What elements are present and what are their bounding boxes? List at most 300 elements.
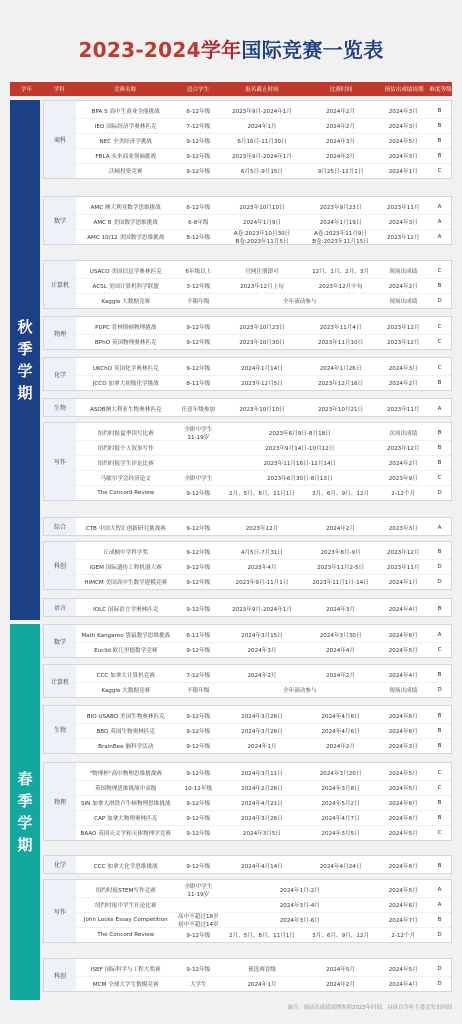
table-row [76, 293, 451, 308]
table-row [76, 765, 451, 781]
competition-date-cell: 3月、6月、9月、12月 [312, 932, 370, 939]
grade-cell: 6-12年级 [186, 204, 211, 211]
competition-date-cell: 12月、1月、2月、3月 [312, 268, 370, 275]
table-row [76, 927, 451, 942]
competition-date-cell: 2024年2月 [326, 153, 356, 160]
competition-name: Math Kangaroo 袋鼠数学思维挑战 [81, 632, 171, 639]
table-row [76, 334, 451, 349]
subject-label: 化学 [44, 358, 76, 390]
table-row [76, 976, 451, 991]
grade-cell: 6-11年级 [186, 632, 211, 639]
subject-group [43, 762, 452, 841]
competition-name: USACO 美国信息学奥林匹克 [89, 268, 162, 275]
competition-date-cell: 2024年3月30日 [319, 632, 362, 639]
subject-label: 科创 [44, 542, 76, 589]
level-cell: C [437, 167, 442, 174]
grade-cell: 9-12年级 [186, 966, 211, 973]
registration-cell: 2023年9月14日-10月12日 [265, 445, 335, 452]
competition-date-cell: 9月25日-12月1日 [317, 168, 364, 175]
result-cell: 2024年2月 [388, 380, 418, 387]
season-char: 学 [17, 362, 33, 380]
registration-cell: 2023年12月上旬 [240, 283, 284, 290]
registration-cell: 2024年3月26日 [241, 713, 283, 720]
level-cell: A [437, 524, 442, 531]
subject-label: 化学 [44, 856, 76, 873]
grade-cell: 9-12年级 [186, 800, 211, 807]
competition-date-cell: A卷:2023年11月9日 B卷:2023年11月15日 [312, 230, 369, 245]
competition-name: NEC 全美经济学挑战 [99, 138, 153, 145]
competition-date-cell: 2024年4月7日 [321, 815, 360, 822]
result-cell: 2023年12月 [386, 324, 420, 331]
competition-date-cell: 2024年3月 [326, 606, 356, 613]
level-cell: A [437, 886, 442, 893]
result-cell: 2024年3月 [388, 108, 418, 115]
registration-cell: 2023年9月-2024年1月 [232, 108, 292, 115]
grade-cell: 任意年级参加 [181, 406, 216, 413]
grade-cell: 9-12年级 [186, 525, 211, 532]
registration-cell: 2023年10月30日 [239, 339, 285, 346]
grade-cell: 9-12年级 [186, 365, 211, 372]
grade-cell: 9-12年级 [186, 138, 211, 145]
competition-date-cell: 2024年2月 [326, 525, 356, 532]
competition-date-cell: 2023年11月4日 [319, 324, 362, 331]
competition-date-cell: 2024年2月 [326, 981, 356, 988]
grade-cell: 9-12年级 [186, 606, 211, 613]
registration-cell: 2024年1月 [247, 123, 277, 130]
result-cell: 2024年1月 [388, 168, 418, 175]
result-cell: 2024年6月 [388, 728, 418, 735]
competition-name: MCM 全球大学生数模竞赛 [92, 981, 159, 988]
table-row [76, 642, 451, 657]
result-cell: 2024年5月 [388, 138, 418, 145]
result-cell: 2024年3月 [388, 153, 418, 160]
level-cell: B [437, 379, 442, 386]
subject-label: 计算机 [44, 261, 76, 308]
result-cell: 2024年3月 [388, 743, 418, 750]
season-char: 季 [17, 340, 33, 358]
competition-name: Kaggle 大数据竞赛 [101, 687, 151, 694]
level-cell: C [437, 769, 442, 776]
competition-date-cell: 2023年12月中旬 [318, 283, 363, 290]
grade-cell: 8-12年级 [186, 234, 211, 241]
level-cell: A [437, 203, 442, 210]
competition-name: CAP 加拿大物理奥林匹克 [94, 815, 158, 822]
registration-cell: 2023年9月-2024年1月 [232, 606, 292, 613]
grade-cell: 9-12年级 [186, 770, 211, 777]
competition-date-cell: 2023年8月-9月 [320, 549, 361, 556]
result-cell: 2023年11月 [386, 406, 420, 413]
result-cell: 2023年12月 [386, 339, 420, 346]
registration-cell: 2024年3月-6月 [279, 917, 320, 924]
season-char: 学 [17, 814, 33, 832]
result-cell: 2024年5月 [388, 770, 418, 777]
registration-cell: 2023年9月-11月1日 [235, 579, 289, 586]
table-header [10, 82, 452, 96]
header-comp: 比赛时间 [329, 87, 353, 93]
table-row [76, 163, 451, 178]
result-cell: 次周出成绩 [389, 430, 418, 437]
level-cell: A [437, 233, 442, 240]
level-cell: C [437, 784, 442, 791]
result-cell: 2-12个月 [391, 490, 416, 497]
season-char: 期 [17, 384, 33, 402]
level-cell: A [437, 901, 442, 908]
grade-cell: 大学生 [189, 981, 207, 988]
registration-cell: 2024年3月-4月 [279, 902, 320, 909]
table-row [76, 118, 451, 134]
subject-group [43, 624, 452, 658]
competition-date-cell: 2024年2月 [326, 743, 356, 750]
level-cell: B [437, 742, 442, 749]
competition-date-cell: 2024年2月 [326, 123, 356, 130]
title-rest: 国际竞赛一览表 [241, 38, 384, 62]
grade-cell: 9-12年级 [186, 830, 211, 837]
registration-cell: 2023年10月10日 [239, 406, 285, 413]
result-cell: 2023年9月 [388, 475, 418, 482]
page-title [0, 34, 462, 63]
competition-date-cell: 2024年3月20日 [319, 770, 362, 777]
level-cell: A [437, 631, 442, 638]
subject-group [43, 705, 452, 754]
registration-cell: 2024年2月26日 [241, 785, 283, 792]
table-row [76, 667, 451, 683]
table-row [76, 723, 451, 739]
registration-cell: 2024年3月 [247, 647, 277, 654]
grade-cell: 6-12年级 [186, 108, 211, 115]
competition-date-cell: 2024年1月19日 [319, 219, 362, 226]
competition-date-cell: 2024年3月5日 [321, 830, 360, 837]
registration-cell: 预选赛晋级 [248, 966, 276, 973]
level-cell: B [437, 799, 442, 806]
table-row [76, 882, 451, 898]
header-season: 学年 [20, 87, 33, 93]
result-cell: 2024年6月 [388, 902, 418, 909]
table-row [76, 961, 451, 977]
table-row [76, 455, 451, 471]
season-spring [10, 624, 40, 1000]
subject-group [43, 958, 452, 992]
competition-name: SIN 加拿大滑铁卢牛顿物理思维挑战 [80, 800, 171, 807]
subject-group [43, 598, 452, 617]
result-cell: 2024年5月 [388, 785, 418, 792]
registration-cell: 2月、5月、8月、11月1日 [228, 490, 296, 497]
level-cell: B [437, 122, 442, 129]
registration-cell: 2023年11月16日-12月14日 [263, 460, 337, 467]
subject-group [43, 260, 452, 309]
title-mid: 学年 [200, 38, 242, 62]
header-grade: 适合学生 [186, 87, 210, 93]
table-row [76, 738, 451, 753]
table-row [76, 319, 451, 335]
competition-date-cell: 2024年2月 [326, 672, 356, 679]
table-row [76, 425, 451, 441]
result-cell: 2024年5月 [388, 647, 418, 654]
competition-name: HiMCM 美国高中生数学建模竞赛 [84, 579, 168, 586]
grade-cell: 9-12年级 [186, 564, 211, 571]
result-cell: 2023年12月 [386, 549, 420, 556]
table-row [76, 470, 451, 486]
level-cell: C [437, 338, 442, 345]
competition-date-cell: 2024年1月26日 [319, 365, 362, 372]
level-cell: D [437, 965, 442, 972]
registration-cell: 2023年4月 [247, 564, 277, 571]
registration-cell: 2024年1月9日 [242, 219, 282, 226]
competition-name: JCCO 加拿大初级化学挑战 [92, 380, 159, 387]
result-cell: 现场出成绩 [389, 268, 418, 275]
result-cell: 2023年12月 [386, 234, 420, 241]
result-cell: 现场出成绩 [389, 298, 418, 305]
competition-name: "物理杯"高中物理思维挑战赛 [89, 770, 162, 777]
subject-label: 数学 [44, 625, 76, 657]
table-row [76, 520, 451, 535]
grade-cell: 不限年级 [187, 298, 210, 305]
level-cell: B [437, 107, 442, 114]
grade-cell: 7-12年级 [186, 672, 211, 679]
registration-cell: 全年滚动参与 [283, 687, 317, 694]
competition-name: FBLA 未来商业领袖挑战 [95, 153, 157, 160]
result-cell: 2024年3月 [388, 123, 418, 130]
result-cell: 2024年4月 [388, 981, 418, 988]
level-cell: A [437, 218, 442, 225]
registration-cell: 6月16日-11月30日 [237, 138, 287, 145]
competition-name: BIO USABO 美国生物奥林匹克 [86, 713, 165, 720]
grade-cell: 6-8年级 [188, 219, 209, 226]
table-row [76, 897, 451, 913]
subject-group [43, 100, 452, 179]
competition-name: BBO 英国生物奥林匹克 [96, 728, 155, 735]
competition-name: CCC 加拿大化学思维挑战 [93, 863, 158, 870]
competition-name: 纽约时报中学生社论比赛 [94, 902, 157, 909]
competition-name: 纽约时报个人叙事写作 [97, 445, 154, 452]
level-cell: B [437, 727, 442, 734]
header-reg: 报名截止时间 [245, 87, 279, 93]
table-row [76, 780, 451, 796]
subject-label: 生物 [44, 706, 76, 753]
competition-date-cell: 2024年3月 [326, 138, 356, 145]
grade-cell: 全职中学生 [184, 475, 213, 482]
competition-date-cell: 2023年11月1日-14日 [312, 579, 369, 586]
level-cell: C [437, 646, 442, 653]
table-row [76, 375, 451, 390]
subject-group [43, 541, 452, 590]
subject-group [43, 196, 452, 245]
registration-cell: 2024年3月26日 [241, 815, 283, 822]
competition-name: BPhO 英国物理奥林匹克 [94, 339, 157, 346]
grade-cell: 9-12年级 [186, 728, 211, 735]
title-year: 2023-2024 [78, 38, 201, 62]
grade-cell: 9-12年级 [186, 743, 211, 750]
subject-label: 写作 [44, 423, 76, 500]
competition-name: CTB 中国大智汇创新研究挑战赛 [85, 525, 166, 532]
registration-cell: 2023年10月23日 [239, 324, 285, 331]
result-cell: 2024年4月 [388, 606, 418, 613]
registration-cell: 2024年3月15日 [241, 632, 283, 639]
result-cell: 2024年6月 [388, 800, 418, 807]
competition-name: iGEM 国际遗传工程机器大赛 [89, 564, 162, 571]
grade-cell: 全职中学生 11-19岁 [184, 883, 213, 898]
registration-cell: 2023年6月30日-8月13日 [267, 475, 333, 482]
result-cell: 2024年2月 [388, 460, 418, 467]
registration-cell: 2024年3月5日 [242, 830, 282, 837]
result-cell: 2024年6月 [388, 713, 418, 720]
competition-name: PUPC 普林斯顿物理挑战 [95, 324, 157, 331]
level-cell: C [437, 267, 442, 274]
table-row [76, 263, 451, 279]
grade-cell: 9-12年级 [186, 339, 211, 346]
result-cell: 2024年5月 [388, 887, 418, 894]
subject-label: 物理 [44, 317, 76, 349]
registration-cell: 2023年12月5日 [241, 380, 283, 387]
subject-group [43, 357, 452, 391]
table-row [76, 825, 451, 840]
competition-name: 英国物理思维挑战中高级 [94, 785, 157, 792]
grade-cell: 全职中学生 11-19岁 [184, 426, 213, 441]
grade-cell: 9-12年级 [186, 153, 211, 160]
subject-label: 物理 [44, 763, 76, 840]
header-level: 难度等级 [429, 87, 452, 93]
competition-name: IOLC 国际语言学奥林匹克 [93, 606, 159, 613]
level-cell: A [437, 405, 442, 412]
level-cell: D [437, 563, 442, 570]
table-row [76, 360, 451, 376]
level-cell: B [437, 282, 442, 289]
level-cell: D [437, 297, 442, 304]
registration-cell: 2024年4月14日 [241, 863, 283, 870]
season-autumn [10, 100, 40, 620]
competition-date-cell: 2023年12月16日 [317, 380, 364, 387]
season-char: 季 [17, 792, 33, 810]
competition-date-cell: 2023年11月2-5日 [316, 564, 365, 571]
competition-name: AMC 澳大利亚数学思维挑战 [90, 204, 161, 211]
level-cell: D [437, 931, 442, 938]
competition-name: ACSL 美国计算机科学联盟 [92, 283, 159, 290]
registration-cell: 4月5日-7月31日 [240, 549, 284, 556]
result-cell: 2023年12月 [386, 445, 420, 452]
grade-cell: 3-12年级 [186, 283, 211, 290]
table-row [76, 708, 451, 724]
competition-name: 纽约时报夏季读写比赛 [97, 430, 154, 437]
table-row [76, 278, 451, 294]
table-row [76, 682, 451, 697]
subject-label: 科创 [44, 959, 76, 991]
level-cell: B [437, 548, 442, 555]
level-cell: C [437, 829, 442, 836]
registration-cell: 2024年1月-2月 [279, 887, 320, 894]
level-cell: B [437, 444, 442, 451]
table-row [76, 229, 451, 244]
level-cell: B [437, 814, 442, 821]
competition-date-cell: 2024年4月6日 [321, 713, 360, 720]
grade-cell: 8-11年级 [186, 380, 211, 387]
registration-cell: 2024年3月26日 [241, 728, 283, 735]
grade-cell: 10-12年级 [184, 785, 213, 792]
competition-name: 丘成桐中学科学奖 [103, 549, 149, 556]
level-cell: B [437, 916, 442, 923]
registration-cell: 2024年1月14日 [241, 365, 283, 372]
result-cell: 2024年5月 [388, 830, 418, 837]
competition-name: Euclid 欧几里德数学竞赛 [94, 647, 158, 654]
registration-cell: 全年滚动参与 [283, 298, 317, 305]
header-name: 竞赛名称 [113, 87, 137, 93]
subject-label: 语言 [44, 599, 76, 616]
registration-cell: 2024年3月11日 [241, 770, 283, 777]
level-cell: D [437, 489, 442, 496]
level-cell: B [437, 712, 442, 719]
season-char: 秋 [17, 318, 33, 336]
competition-name: Kaggle 大数据竞赛 [101, 298, 151, 305]
level-cell: B [437, 459, 442, 466]
registration-cell: A卷:2023年10月30日 B卷:2023年11月5日 [233, 230, 291, 245]
competition-date-cell: 2024年5月 [326, 966, 356, 973]
competition-date-cell: 2024年4月24日 [319, 863, 362, 870]
table-row [76, 858, 451, 873]
competition-name: The Concord Review [97, 489, 155, 496]
competition-name: ISEF 国际科学与工程大奖赛 [90, 966, 161, 973]
competition-name: 马歇尔学会经济论文 [100, 475, 151, 482]
table-row [76, 148, 451, 164]
table-row [76, 544, 451, 560]
result-cell: 2024年2月 [388, 283, 418, 290]
competition-name: 纽约时报STEM写作竞赛 [95, 887, 156, 894]
result-cell: 2024年4月 [388, 672, 418, 679]
grade-cell: 9-12年级 [186, 932, 211, 939]
level-cell: B [437, 671, 442, 678]
competition-date-cell: 2023年9月23日 [319, 204, 362, 211]
table-row [76, 601, 451, 616]
result-cell: 2024年3月 [388, 365, 418, 372]
level-cell: D [437, 686, 442, 693]
level-cell: B [437, 152, 442, 159]
level-cell: C [437, 474, 442, 481]
competition-name: 纽约时报学生评论比赛 [97, 460, 154, 467]
competition-date-cell: 2024年4月6日 [321, 728, 360, 735]
competition-date-cell: 2024年5月2日 [321, 800, 360, 807]
grade-cell: 9-12年级 [186, 647, 211, 654]
registration-cell: 6月5日-9月15日 [240, 168, 284, 175]
grade-cell: 不限年级 [187, 687, 210, 694]
registration-cell: 2023年6月9日-8月18日 [268, 430, 331, 437]
table-row [76, 401, 451, 416]
competition-date-cell: 3月、6月、9月、12月 [312, 490, 370, 497]
registration-cell: 2024年1月 [247, 743, 277, 750]
competition-date-cell: 2024年2月 [326, 108, 356, 115]
level-cell: C [437, 364, 442, 371]
header-subject: 学科 [53, 87, 65, 93]
subject-label: 商科 [44, 101, 76, 178]
result-cell: 2024年3月 [388, 219, 418, 226]
competition-name: ASOB澳大利亚生物奥林匹克 [89, 406, 162, 413]
grade-cell: 9-12年级 [186, 815, 211, 822]
season-char: 期 [17, 836, 33, 854]
table-row [76, 133, 451, 149]
registration-cell: 2023年12月 [245, 525, 279, 532]
registration-cell: 2024年4月21日 [241, 800, 283, 807]
subject-label: 计算机 [44, 665, 76, 697]
grade-cell: 9-12年级 [186, 713, 211, 720]
competition-name: The Concord Review [97, 931, 155, 938]
competition-name: IEO 国际经济学奥林匹克 [94, 123, 157, 130]
subject-group [43, 517, 452, 536]
subject-group [43, 879, 452, 943]
grade-cell: 9-12年级 [186, 579, 211, 586]
subject-label: 综合 [44, 518, 76, 535]
result-cell: 2024年6月 [388, 815, 418, 822]
grade-cell: 7-12年级 [186, 123, 211, 130]
result-cell: 2024年6月 [388, 632, 418, 639]
grade-cell: 9-12年级 [186, 324, 211, 331]
competition-date-cell: 2024年3月8日 [321, 785, 360, 792]
competition-date-cell: 2024年4月 [326, 647, 356, 654]
